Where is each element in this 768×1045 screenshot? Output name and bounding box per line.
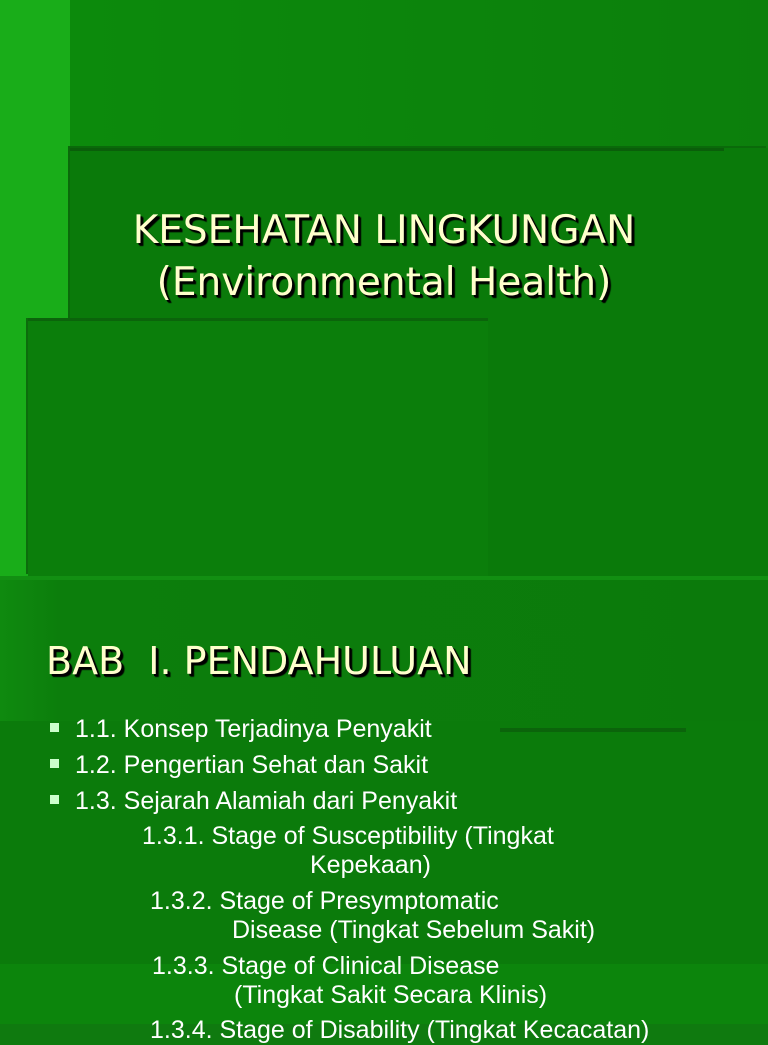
list-item xyxy=(50,714,432,744)
slide-title-line-2: (Environmental Health) xyxy=(156,260,612,305)
list-item-text: 1.3. Sejarah Alamiah dari Penyakit xyxy=(75,787,458,815)
sub-item-line: 1.3.4. Stage of Disability (Tingkat Kecacatan) xyxy=(150,1016,650,1044)
sub-item-line: 1.3.3. Stage of Clinical Disease xyxy=(152,952,500,980)
section-heading: BAB I. PENDAHULUAN xyxy=(46,639,472,683)
list-item-text: 1.1. Konsep Terjadinya Penyakit xyxy=(75,715,432,743)
list-item xyxy=(50,786,457,816)
sub-item-line: 1.3.2. Stage of Presymptomatic xyxy=(150,887,499,915)
slide-title xyxy=(0,205,768,309)
decorative-panel-inner xyxy=(28,320,488,576)
square-bullet-icon xyxy=(50,759,59,768)
sub-item-line: Disease (Tingkat Sebelum Sakit) xyxy=(232,916,596,944)
list-item xyxy=(50,750,428,780)
square-bullet-icon xyxy=(50,795,59,804)
sub-item-line: (Tingkat Sakit Secara Klinis) xyxy=(234,981,548,1009)
decorative-rule-inner xyxy=(28,318,488,321)
list-item-text: 1.2. Pengertian Sehat dan Sakit xyxy=(75,751,429,779)
sub-item-line: 1.3.1. Stage of Susceptibility (Tingkat xyxy=(142,822,554,850)
decorative-rule-top xyxy=(70,148,724,151)
decorative-rule-top xyxy=(0,576,768,580)
decorative-rule-short xyxy=(500,728,686,732)
square-bullet-icon xyxy=(50,723,59,732)
sub-item-line: Kepekaan) xyxy=(310,851,431,879)
slide-title-line-1: KESEHATAN LINGKUNGAN xyxy=(132,208,636,253)
